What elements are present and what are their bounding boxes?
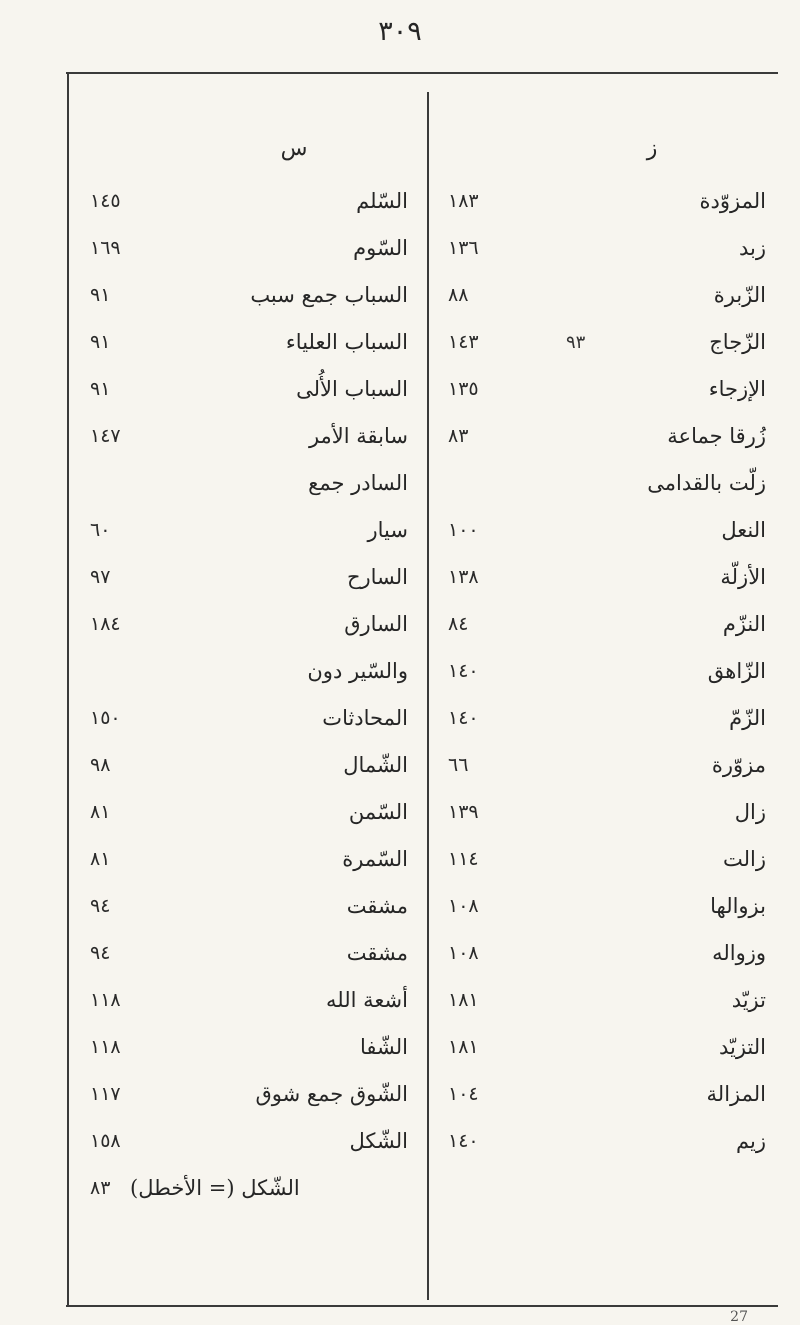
entry-word: السارح bbox=[346, 565, 408, 589]
index-entry bbox=[90, 695, 408, 742]
entry-word: الإزجاء bbox=[708, 377, 766, 401]
entry-word: زال bbox=[734, 800, 766, 824]
entry-word: أشعة الله bbox=[326, 988, 408, 1012]
entry-page-number: ١٨١ bbox=[448, 989, 479, 1011]
entry-word: زُرقا جماعة bbox=[667, 424, 766, 448]
index-entry bbox=[90, 930, 408, 977]
entry-word: بزوالها bbox=[710, 894, 766, 918]
index-entry bbox=[90, 601, 408, 648]
left-rule bbox=[67, 74, 69, 1306]
entry-page-number: ١٤٠ bbox=[448, 1130, 479, 1152]
entry-page-number: ٩١ bbox=[90, 284, 111, 306]
entry-word: والسّير دون bbox=[307, 659, 408, 683]
entry-page-number: ١٠٠ bbox=[448, 519, 479, 541]
entry-page-number: ٩٤ bbox=[90, 942, 111, 964]
entry-word: النزّم bbox=[722, 612, 766, 636]
index-entry bbox=[90, 648, 408, 695]
entry-word: مزوّرة bbox=[711, 753, 766, 777]
entry-page-number: ٩٤ bbox=[90, 895, 111, 917]
index-entry bbox=[90, 1071, 408, 1118]
entry-word: السادر جمع bbox=[308, 471, 408, 495]
entry-page-number: ٩١ bbox=[90, 378, 111, 400]
index-entry bbox=[448, 225, 766, 272]
left-column bbox=[90, 130, 408, 1212]
entry-page-number: ١٠٤ bbox=[448, 1083, 479, 1105]
entry-page-number: ٨٨ bbox=[448, 284, 469, 306]
right-column-rows bbox=[448, 178, 766, 1165]
index-entry bbox=[90, 554, 408, 601]
entry-page-number: ٩٨ bbox=[90, 754, 111, 776]
index-entry bbox=[448, 836, 766, 883]
index-entry bbox=[90, 507, 408, 554]
entry-page-number: ٦٠ bbox=[90, 519, 111, 541]
entry-page-number: ١٣٨ bbox=[448, 566, 479, 588]
index-entry bbox=[448, 789, 766, 836]
entry-word: السّمن bbox=[348, 800, 408, 824]
index-entry bbox=[448, 742, 766, 789]
index-entry bbox=[448, 1024, 766, 1071]
entry-page-number: ١٣٦ bbox=[448, 237, 479, 259]
index-entry bbox=[90, 366, 408, 413]
index-entry bbox=[90, 1118, 408, 1165]
column-divider bbox=[427, 92, 429, 1300]
entry-word: الزّبرة bbox=[713, 283, 766, 307]
index-entry bbox=[448, 507, 766, 554]
entry-page-number: ١٤٠ bbox=[448, 660, 479, 682]
entry-word: سيار bbox=[367, 518, 408, 542]
index-entry bbox=[448, 413, 766, 460]
index-entry bbox=[448, 977, 766, 1024]
entry-page-number: ١٤٣ bbox=[448, 331, 479, 353]
left-column-rows bbox=[90, 178, 408, 1212]
entry-page-number: ١٨١ bbox=[448, 1036, 479, 1058]
index-entry bbox=[448, 554, 766, 601]
index-entry bbox=[448, 1118, 766, 1165]
index-entry bbox=[448, 319, 766, 366]
entry-word: الشّفا bbox=[360, 1035, 408, 1059]
index-entry bbox=[448, 460, 766, 507]
index-entry bbox=[90, 1024, 408, 1071]
index-entry bbox=[90, 225, 408, 272]
entry-word: زبد bbox=[738, 236, 766, 260]
entry-word: السباب العلياء bbox=[285, 330, 408, 354]
entry-word: السباب الأُلى bbox=[296, 377, 408, 401]
index-entry bbox=[448, 648, 766, 695]
entry-page-number: ١١٧ bbox=[90, 1083, 121, 1105]
index-entry bbox=[90, 272, 408, 319]
entry-word: النعل bbox=[721, 518, 766, 542]
entry-word: المزالة bbox=[706, 1082, 766, 1106]
entry-word: الشّكل bbox=[349, 1129, 408, 1153]
page-number: ٣٠٩ bbox=[378, 16, 422, 47]
entry-word: وزواله bbox=[712, 941, 766, 965]
entry-page-number: ١١٨ bbox=[90, 1036, 121, 1058]
left-column-letter: س bbox=[280, 136, 308, 161]
entry-word: الشّكل (= الأخطل) bbox=[130, 1176, 300, 1200]
entry-page-number: ١٤٠ bbox=[448, 707, 479, 729]
entry-page-number: ٦٦ bbox=[448, 754, 469, 776]
entry-word: زلّت بالقدامى bbox=[647, 471, 766, 495]
entry-page-number: ٨١ bbox=[90, 848, 111, 870]
entry-word: الأزلّة bbox=[720, 565, 766, 589]
entry-page-number: ٩٧ bbox=[90, 566, 111, 588]
index-entry bbox=[448, 1071, 766, 1118]
entry-page-number: ١٨٤ bbox=[90, 613, 121, 635]
entry-page-number: ١٤٧ bbox=[90, 425, 121, 447]
entry-page-number: ١٥٠ bbox=[90, 707, 121, 729]
entry-page-number: ١١٨ bbox=[90, 989, 121, 1011]
entry-page-number: ١٠٨ bbox=[448, 942, 479, 964]
entry-word: تزيّد bbox=[731, 988, 766, 1012]
entry-word: التزيّد bbox=[718, 1035, 766, 1059]
entry-word: مشقت bbox=[346, 941, 408, 965]
entry-page-number: ٨١ bbox=[90, 801, 111, 823]
entry-word: السارق bbox=[344, 612, 408, 636]
entry-word: الزّمّ bbox=[729, 706, 766, 730]
footer-number: 27 bbox=[730, 1309, 748, 1325]
right-column bbox=[448, 130, 766, 1165]
index-entry bbox=[90, 836, 408, 883]
entry-page-number: ١٨٣ bbox=[448, 190, 479, 212]
top-rule bbox=[66, 72, 778, 74]
index-entry bbox=[448, 930, 766, 977]
entry-word: السباب جمع سبب bbox=[250, 283, 408, 307]
entry-word: زيم bbox=[736, 1129, 766, 1153]
entry-word: السّمرة bbox=[342, 847, 408, 871]
entry-word: الزّجاج bbox=[709, 330, 766, 354]
entry-page-number: ١٤٥ bbox=[90, 190, 121, 212]
entry-page-number: ٨٣ bbox=[448, 425, 469, 447]
index-entry bbox=[90, 883, 408, 930]
entry-page-number: ١٦٩ bbox=[90, 237, 121, 259]
entry-word: الزّاهق bbox=[707, 659, 766, 683]
index-entry bbox=[448, 601, 766, 648]
bottom-rule bbox=[66, 1305, 778, 1307]
index-entry bbox=[448, 178, 766, 225]
index-entry bbox=[448, 272, 766, 319]
entry-word: مشقت bbox=[346, 894, 408, 918]
entry-page-number: ١٣٩ bbox=[448, 801, 479, 823]
entry-word: سابقة الأمر bbox=[308, 424, 408, 448]
entry-page-number: ١١٤ bbox=[448, 848, 479, 870]
entry-word: الشّوق جمع شوق bbox=[255, 1082, 408, 1106]
entry-word: السّوم bbox=[353, 236, 408, 260]
entry-word: المحادثات bbox=[322, 706, 408, 730]
index-entry bbox=[448, 366, 766, 413]
entry-word: الشّمال bbox=[343, 753, 408, 777]
entry-page-number: ٨٤ bbox=[448, 613, 469, 635]
index-entry bbox=[90, 460, 408, 507]
entry-page-number: ٨٣ bbox=[90, 1177, 111, 1199]
index-entry bbox=[90, 742, 408, 789]
index-entry bbox=[90, 977, 408, 1024]
entry-word: زالت bbox=[723, 847, 766, 871]
entry-page-number: ١٣٥ bbox=[448, 378, 479, 400]
index-entry bbox=[448, 695, 766, 742]
entry-page-number: ٩١ bbox=[90, 331, 111, 353]
index-entry bbox=[90, 789, 408, 836]
entry-secondary-page: ٩٣ bbox=[566, 332, 586, 353]
index-entry bbox=[90, 178, 408, 225]
index-entry bbox=[90, 413, 408, 460]
index-entry bbox=[90, 1165, 408, 1212]
entry-page-number: ١٠٨ bbox=[448, 895, 479, 917]
index-entry bbox=[448, 883, 766, 930]
right-column-letter: ز bbox=[646, 136, 658, 161]
index-entry bbox=[90, 319, 408, 366]
entry-word: المزوّدة bbox=[699, 189, 766, 213]
entry-page-number: ١٥٨ bbox=[90, 1130, 121, 1152]
entry-word: السّلم bbox=[356, 189, 408, 213]
